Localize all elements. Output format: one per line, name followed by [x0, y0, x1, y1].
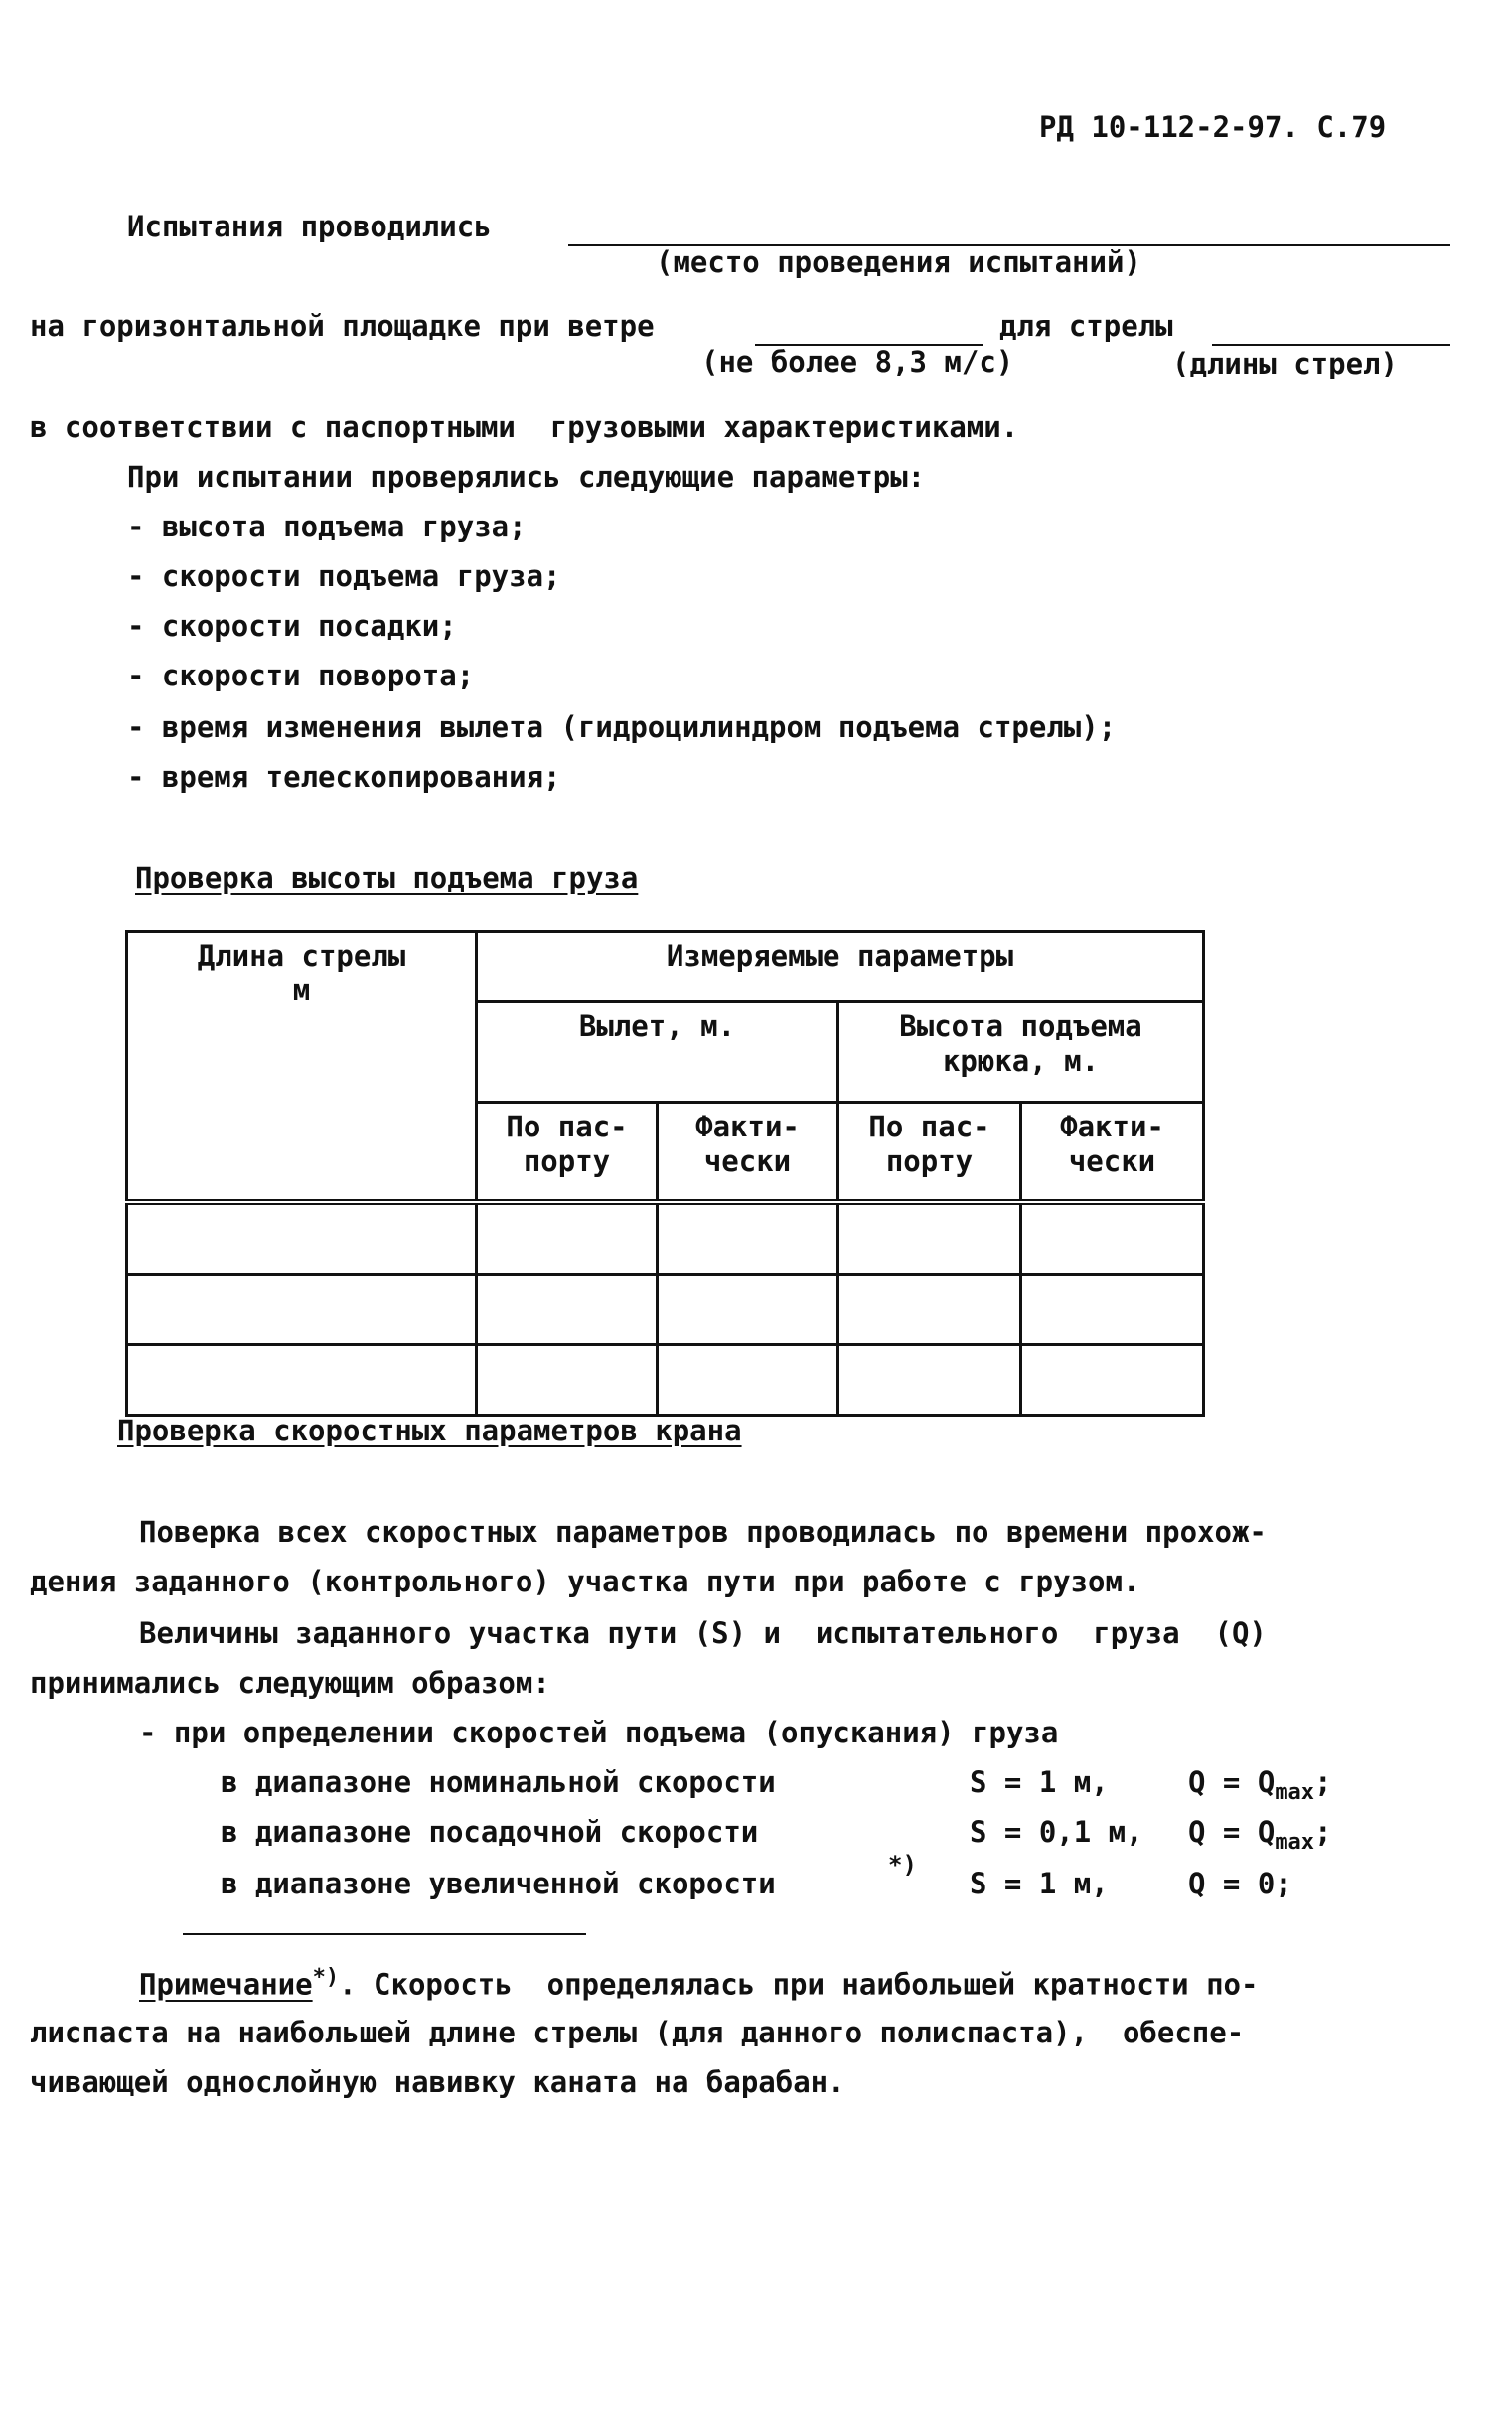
speed-para1-line1: Поверка всех скоростных параметров проводилась по времени прохож- [139, 1515, 1267, 1549]
table-cell [1021, 1202, 1204, 1275]
table-row [127, 1202, 1204, 1275]
col-boom-length: Длина стрелы м [127, 932, 477, 1203]
document-reference: РД 10-112-2-97. С.79 [1039, 110, 1387, 144]
table-cell [658, 1275, 838, 1345]
col-reach-passport: По пас- порту [477, 1103, 658, 1203]
param-item: - скорости посадки; [127, 609, 457, 643]
col-reach-actual: Факти- чески [658, 1103, 838, 1203]
param-item: - время изменения вылета (гидроцилиндром подъема стрелы); [127, 710, 1117, 744]
table-cell [477, 1345, 658, 1416]
speed-item-main: - при определении скоростей подъема (опускания) груза [139, 1716, 1059, 1749]
table-cell [477, 1275, 658, 1345]
range-label: в диапазоне увеличенной скорости [221, 1867, 776, 1900]
footnote-separator [183, 1933, 586, 1935]
note-line1: Примечание*). Скорость определялась при наибольшей кратности по- [139, 1965, 1259, 2002]
range-s-value: S = 0,1 м, [970, 1815, 1143, 1849]
param-item: - скорости поворота; [127, 659, 475, 692]
speed-para1-line2: дения заданного (контрольного) участка пути при работе с грузом. [30, 1565, 1140, 1598]
table-row [127, 1275, 1204, 1345]
col-measured-params: Измеряемые параметры [477, 932, 1204, 1002]
col-reach: Вылет, м. [477, 1002, 838, 1103]
note-label: Примечание [139, 1967, 313, 2002]
table-cell [658, 1345, 838, 1416]
note-line2: лиспаста на наибольшей длине стрелы (для данного полиспаста), обеспе- [30, 2016, 1245, 2049]
speed-para2-line1: Величины заданного участка пути (S) и испытательного груза (Q) [139, 1616, 1267, 1650]
params-intro: При испытании проверялись следующие параметры: [127, 460, 926, 494]
test-location-label: Испытания проводились [127, 210, 492, 243]
boom-label: для стрелы [999, 309, 1173, 343]
boom-length-caption: (длины стрел) [1172, 347, 1398, 380]
param-item: - высота подъема груза; [127, 510, 527, 543]
footnote-mark: *) [888, 1851, 917, 1879]
range-q-value: $Q = Q_{max}$; [1188, 1815, 1332, 1855]
param-item: - скорости подъема груза; [127, 559, 561, 593]
range-s-value: S = 1 м, [970, 1867, 1109, 1900]
range-label: в диапазоне номинальной скорости [221, 1765, 776, 1799]
note-mark: *) [312, 1965, 340, 1990]
test-location-caption: (место проведения испытаний) [656, 245, 1141, 279]
param-item: - время телескопирования; [127, 760, 561, 794]
wind-condition-label: на горизонтальной площадке при ветре [30, 309, 655, 343]
range-q-value: $Q = Q_{max}$; [1188, 1765, 1332, 1805]
section-title-lift-height: Проверка высоты подъема груза [135, 861, 639, 895]
boom-length-blank [1212, 344, 1450, 346]
table-cell [1021, 1275, 1204, 1345]
table-cell [1021, 1345, 1204, 1416]
table-cell [658, 1202, 838, 1275]
table-cell [838, 1275, 1021, 1345]
section-title-speed-params: Проверка скоростных параметров крана [117, 1414, 742, 1447]
table-cell [127, 1345, 477, 1416]
note-line3: чивающей однослойную навивку каната на барабан. [30, 2065, 845, 2099]
table-cell [838, 1345, 1021, 1416]
table-cell [127, 1202, 477, 1275]
range-q-value: Q = 0; [1188, 1867, 1292, 1900]
range-s-value: S = 1 м, [970, 1765, 1109, 1799]
load-characteristics-text: в соответствии с паспортными грузовыми характеристиками. [30, 410, 1019, 444]
wind-speed-caption: (не более 8,3 м/с) [701, 345, 1014, 378]
table-cell [838, 1202, 1021, 1275]
col-height-passport: По пас- порту [838, 1103, 1021, 1203]
col-height-actual: Факти- чески [1021, 1103, 1204, 1203]
table-cell [127, 1275, 477, 1345]
range-label: в диапазоне посадочной скорости [221, 1815, 759, 1849]
lift-height-table [125, 930, 1205, 1417]
table-cell [477, 1202, 658, 1275]
col-hook-height: Высота подъема крюка, м. [838, 1002, 1204, 1103]
table-row [127, 1345, 1204, 1416]
speed-para2-line2: принимались следующим образом: [30, 1666, 550, 1700]
